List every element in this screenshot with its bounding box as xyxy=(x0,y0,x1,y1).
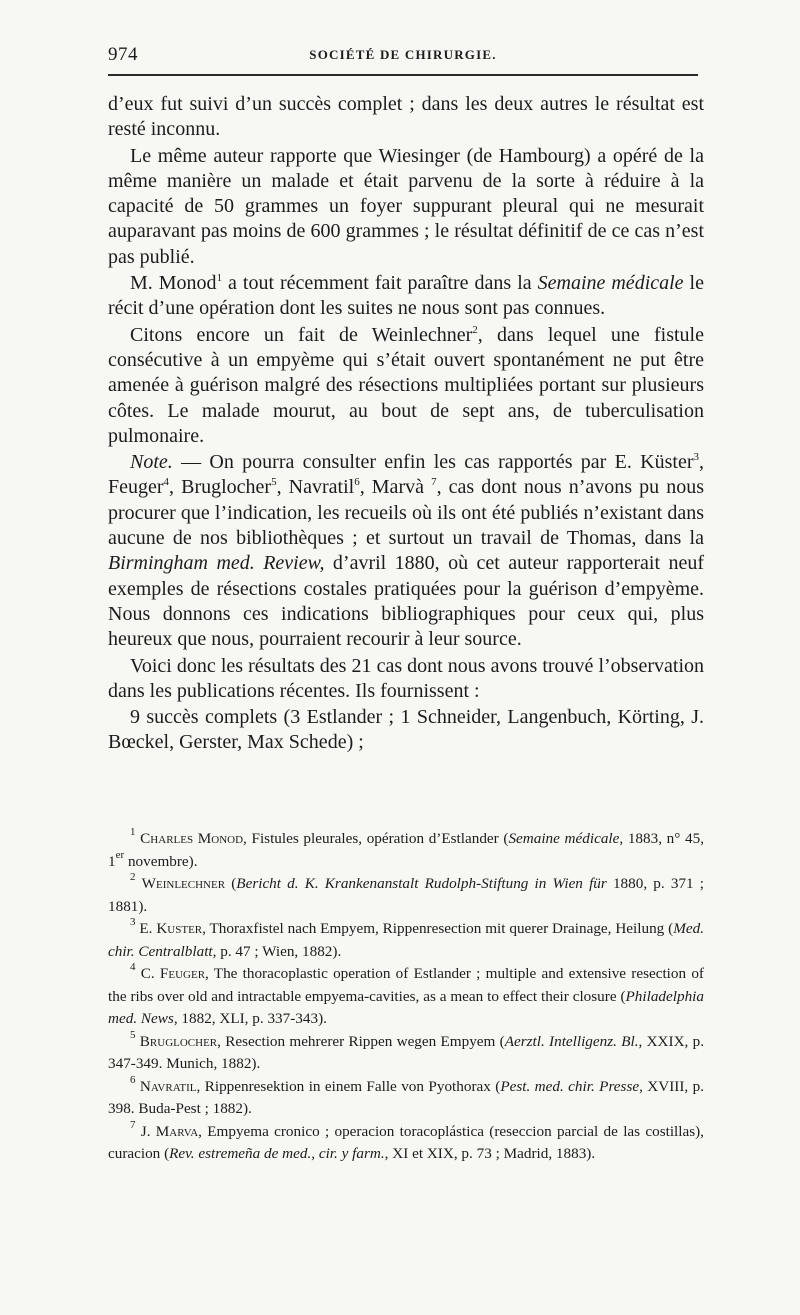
footnote-text: , Fistules pleurales, opération d’Estlander ( xyxy=(243,830,509,847)
footnote-text: , The thoracoplastic operation of Estlander ; multiple and extensive resection of the ribs over old and intractable empyema-cavities, as a mean to effect their closure ( xyxy=(108,965,704,1005)
footnote-source: Bericht d. K. Krankenanstalt Rudolph-Stiftung in Wien für xyxy=(236,875,607,892)
footnote-text: , Empyema cronico ; operacion toracoplástica (reseccion parcial de las costillas), curacion ( xyxy=(108,1122,704,1162)
footnote-2 xyxy=(108,873,704,918)
note-text-7: d’avril 1880, où cet auteur rapporterait neuf exemples de résections costales pratiquées pour la guérison d’empyème. Nous donnons ces indications bibliographiques pour ceux qui, plus heureux que nous, pourraient recourir à leur source. xyxy=(108,552,704,651)
paragraph-4-text-a: Citons encore un fait de Weinlechner xyxy=(130,323,473,346)
footnote-text: ( xyxy=(225,875,237,892)
footnotes xyxy=(108,828,704,1166)
body-text xyxy=(108,92,704,757)
paragraph-1: d’eux fut suivi d’un succès complet ; dans les deux autres le résultat est resté inconnu. xyxy=(108,93,704,141)
footnote-3 xyxy=(108,918,704,963)
footnote-text: , Resection mehrerer Rippen wegen Empyem ( xyxy=(217,1032,505,1050)
footnote-author: E. Kuster xyxy=(139,920,203,937)
footnote-source: Rev. estremeña de med., cir. y farm. xyxy=(169,1145,385,1162)
note-text-3: , Bruglocher xyxy=(169,476,272,499)
footnote-number: 7 xyxy=(130,1118,136,1131)
footnote-number: 1 xyxy=(130,826,136,838)
footnote-source: Pest. med. chir. Presse xyxy=(500,1077,640,1095)
paragraph-4-text-b: , dans lequel une fistule consécutive à un empyème qui s’était ouvert spontanément ne put être amenée à guérison malgré des résections multipliées portant sur plusieurs côtes. Le malade mourut, au bout de sept ans, de tuberculisation pulmonaire. xyxy=(108,323,704,447)
note-text-4: , Navratil xyxy=(276,476,355,499)
birmingham-review-title: Birmingham med. Review, xyxy=(108,552,325,575)
footnote-source: Aerztl. Intelligenz. Bl. xyxy=(504,1032,639,1050)
note-text-6: , cas dont nous n’avons pu nous procurer que l’indication, les recueils où ils ont été publiés n’existant dans aucune de nos bibliothèques ; et surtout un travail de Thomas, dans la xyxy=(108,476,704,550)
footnote-text: novembre). xyxy=(124,852,198,870)
note-label: Note. xyxy=(130,451,173,474)
paragraph-6: Voici donc les résultats des 21 cas dont nous avons trouvé l’observation dans les publications récentes. Ils fournissent : xyxy=(108,654,704,702)
footnote-ref-4: 4 xyxy=(163,476,170,489)
note-text-5: , Marvà xyxy=(359,476,432,499)
semaine-medicale-title: Semaine médicale xyxy=(537,272,684,295)
paragraph-3-text-b: le récit d’une opération dont les suites ne nous sont pas connues. xyxy=(108,272,704,320)
footnote-text: , 1883, n° 45, 1 xyxy=(108,830,704,870)
footnote-author: Weinlechner xyxy=(141,875,226,892)
footnote-ref-2: 2 xyxy=(472,323,478,336)
monod-name: M. Monod xyxy=(130,272,217,295)
paragraph-3-text-a: a tout récemment fait paraître dans la xyxy=(222,272,538,295)
footnote-author: Navratil xyxy=(139,1077,197,1095)
footnote-ref-3: 3 xyxy=(693,451,699,464)
paragraph-2: Le même auteur rapporte que Wiesinger (de Hambourg) a opéré de la même manière un malade et était parvenu de la sorte à réduire à la capacité de 50 grammes un foyer suppurant pleural qui ne mesurait auparavant pas moins de 600 grammes ; le résultat définitif de ce cas n’est pas publié. xyxy=(108,144,704,268)
footnote-text: , XXIX, p. 347-349. Munich, 1882). xyxy=(108,1032,705,1072)
footnote-number: 2 xyxy=(130,871,136,883)
footnote-1 xyxy=(108,828,704,873)
footnote-ref-5: 5 xyxy=(271,476,277,489)
footnote-text: , Rippenresektion in einem Falle von Pyothorax ( xyxy=(196,1077,501,1095)
footnote-text: , XI et XIX, p. 73 ; Madrid, 1883). xyxy=(384,1145,596,1162)
footnote-ref-1: 1 xyxy=(216,272,223,285)
footnote-author: C. Feuger xyxy=(140,965,206,982)
paragraph-3 xyxy=(108,271,704,322)
note-text-2: , Feuger xyxy=(108,451,704,499)
footnote-author: Bruglocher xyxy=(139,1032,218,1050)
footnote-author: Charles Monod xyxy=(140,830,244,847)
footnote-author: J. Marva xyxy=(140,1122,199,1140)
footnote-number: 5 xyxy=(130,1028,136,1041)
footnote-source: Philadelphia med. News xyxy=(108,987,704,1027)
footnote-ref-6: 6 xyxy=(354,476,360,489)
footnote-ref-7: 7 xyxy=(431,476,437,489)
footnote-source: Semaine médicale xyxy=(508,830,620,847)
footnote-4 xyxy=(108,963,704,1031)
running-title: SOCIÉTÉ DE CHIRURGIE. xyxy=(309,47,497,62)
footnote-5 xyxy=(108,1028,705,1076)
footnote-6 xyxy=(108,1073,705,1121)
footnote-text: 1880, p. 371 ; 1881). xyxy=(108,875,705,915)
footnote-number: 4 xyxy=(130,961,136,973)
footnote-number: 6 xyxy=(130,1073,136,1086)
note-text-1: — On pourra consulter enfin les cas rapportés par E. Küster xyxy=(172,451,694,474)
paragraph-note xyxy=(108,450,704,652)
footnote-number: 3 xyxy=(130,916,136,928)
footnote-text: , p. 47 ; Wien, 1882). xyxy=(212,942,342,960)
footnote-text: , Thoraxfistel nach Empyem, Rippenresection mit querer Drainage, Heilung ( xyxy=(202,920,674,937)
footnote-text: , XVIII, p. 398. Buda-Pest ; 1882). xyxy=(108,1077,705,1117)
footnote-7 xyxy=(108,1118,704,1166)
footnote-source: Med. chir. Centralblatt xyxy=(108,920,704,960)
footnote-text: , 1882, XLI, p. 337-343). xyxy=(173,1010,327,1027)
page-header xyxy=(108,44,698,70)
page-number: 974 xyxy=(108,44,138,65)
header-rule xyxy=(108,74,698,76)
paragraph-4 xyxy=(108,323,704,449)
footnote-superscript: er xyxy=(115,848,125,861)
paragraph-7: 9 succès complets (3 Estlander ; 1 Schneider, Langenbuch, Körting, J. Bœckel, Gerster, Max Schede) ; xyxy=(108,706,704,754)
